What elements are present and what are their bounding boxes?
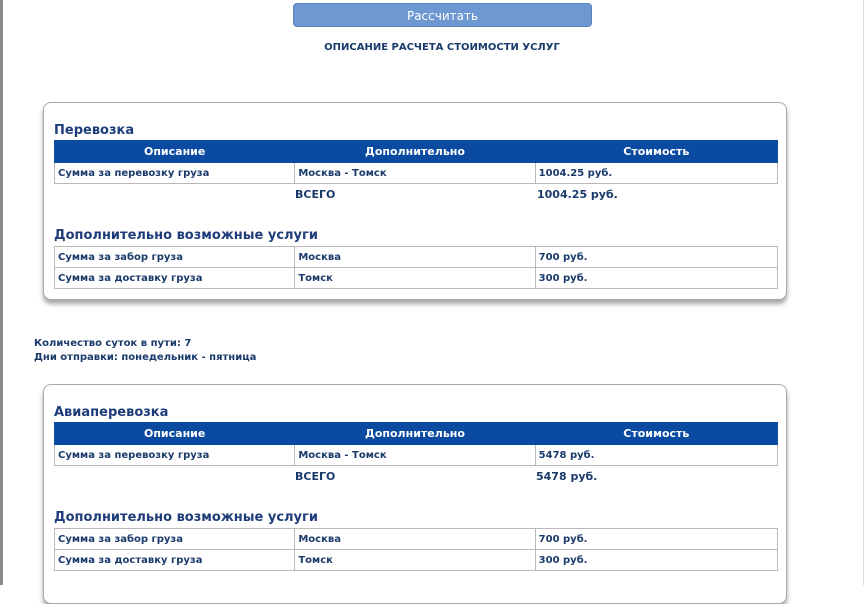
column-header-cost: Стоимость [535,141,777,163]
column-header-additional: Дополнительно [295,141,535,163]
window-left-border [0,0,3,585]
departure-days-text: Дни отправки: понедельник - пятница [34,352,257,363]
row-cost: 1004.25 руб. [535,163,777,184]
extra-services-table [54,246,778,289]
table-row [55,268,778,289]
section-title: Авиаперевозка [54,405,169,420]
row-additional: Томск [295,550,535,571]
page-title: ОПИСАНИЕ РАСЧЕТА СТОИМОСТИ УСЛУГ [324,42,560,53]
row-additional: Томск [295,268,535,289]
total-value: 5478 руб. [536,470,598,483]
cost-table [54,422,778,466]
row-cost: 5478 руб. [535,445,777,466]
row-cost: 300 руб. [535,268,777,289]
table-header-row [55,423,778,445]
extra-services-table [54,528,778,571]
row-description: Сумма за перевозку груза [55,445,295,466]
column-header-description: Описание [55,141,295,163]
row-additional: Москва [295,529,535,550]
row-additional: Москва - Томск [295,445,535,466]
section-title: Перевозка [54,123,135,138]
row-additional: Москва [295,247,535,268]
row-additional: Москва - Томск [295,163,535,184]
row-description: Сумма за перевозку груза [55,163,295,184]
row-cost: 700 руб. [535,247,777,268]
transit-days-text: Количество суток в пути: 7 [34,338,192,349]
total-value: 1004.25 руб. [537,188,618,201]
extra-services-title: Дополнительно возможные услуги [54,228,318,243]
row-description: Сумма за доставку груза [55,550,295,571]
row-description: Сумма за забор груза [55,247,295,268]
calculate-button[interactable]: Рассчитать [293,3,592,27]
extra-services-title: Дополнительно возможные услуги [54,510,318,525]
table-row [55,247,778,268]
table-row [55,445,778,466]
shipping-panel [43,102,787,300]
table-row [55,550,778,571]
table-header-row [55,141,778,163]
row-description: Сумма за забор груза [55,529,295,550]
air-shipping-panel [43,384,787,604]
column-header-additional: Дополнительно [295,423,535,445]
column-header-description: Описание [55,423,295,445]
row-description: Сумма за доставку груза [55,268,295,289]
row-cost: 700 руб. [535,529,777,550]
table-row [55,529,778,550]
row-cost: 300 руб. [535,550,777,571]
cost-table [54,140,778,184]
column-header-cost: Стоимость [535,423,777,445]
table-row [55,163,778,184]
total-label: ВСЕГО [295,188,336,201]
total-label: ВСЕГО [295,470,336,483]
